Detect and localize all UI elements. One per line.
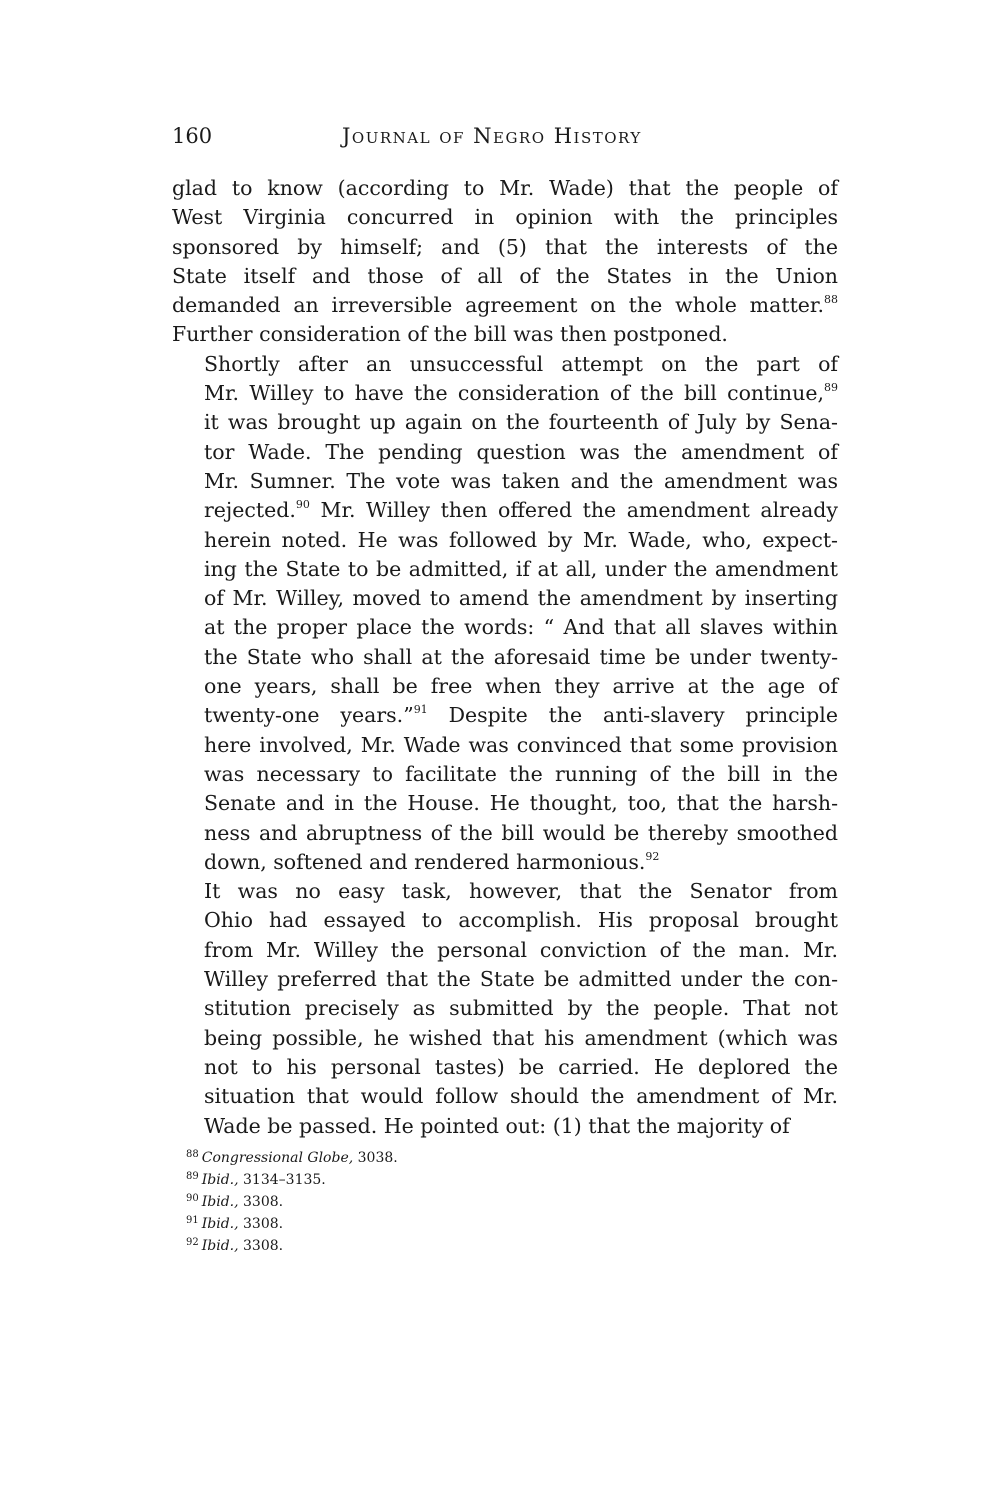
footnote-pages: 3038. xyxy=(353,1149,398,1166)
body-text xyxy=(172,174,838,1141)
text-line: down, softened and rendered harmonious.$^{92}$ xyxy=(204,849,660,874)
paragraph xyxy=(172,174,838,350)
text-line: twenty-one years.”$^{91}$ Despite the anti-slavery principle xyxy=(204,703,838,728)
footnote-ref: 91 xyxy=(413,703,428,717)
text-line: Shortly after an unsuccessful attempt on the part of xyxy=(204,351,838,376)
footnote-number: 88 xyxy=(186,1148,199,1160)
text-line: Willey preferred that the State be admitted under the con- xyxy=(204,967,838,992)
paragraph xyxy=(172,877,838,1141)
paragraph xyxy=(172,350,838,877)
footnote xyxy=(186,1147,838,1169)
text-line: being possible, he wished that his amendment (which was xyxy=(204,1025,838,1050)
text-line: ing the State to be admitted, if at all, under the amendment xyxy=(204,556,838,581)
running-title: Journal of Negro History xyxy=(342,124,642,148)
footnote-ref: 89 xyxy=(824,381,838,395)
text-line: herein noted. He was followed by Mr. Wade, who, expect- xyxy=(204,527,838,552)
footnote xyxy=(186,1213,838,1235)
text-line: Ohio had essayed to accomplish. His proposal brought xyxy=(204,908,838,933)
text-line: It was no easy task, however, that the Senator from xyxy=(204,879,838,904)
text-line: Senate and in the House. He thought, too, that the harsh- xyxy=(204,791,838,816)
footnote-ref: 92 xyxy=(645,849,660,863)
text-line: not to his personal tastes) be carried. He deplored the xyxy=(204,1054,838,1079)
text-line: West Virginia concurred in opinion with the principles xyxy=(172,205,838,230)
text-line: it was brought up again on the fourteenth of July by Sena- xyxy=(204,410,838,435)
text-line: ness and abruptness of the bill would be thereby smoothed xyxy=(204,820,838,845)
footnote-number: 89 xyxy=(186,1170,199,1182)
footnote-source: Ibid., xyxy=(201,1215,239,1232)
footnote-number: 91 xyxy=(186,1214,199,1226)
footnotes xyxy=(172,1147,838,1257)
text-line: Mr. Willey to have the consideration of the bill continue,$^{89}$ xyxy=(204,381,838,406)
text-line: here involved, Mr. Wade was convinced that some provision xyxy=(204,732,838,757)
text-line: State itself and those of all of the States in the Union xyxy=(172,263,838,288)
text-line: stitution precisely as submitted by the people. That not xyxy=(204,996,838,1021)
footnote-ref: 88 xyxy=(824,293,838,307)
text-line: Wade be passed. He pointed out: (1) that the majority of xyxy=(204,1113,790,1138)
footnote-number: 90 xyxy=(186,1192,199,1204)
footnote-source: Ibid., xyxy=(201,1193,239,1210)
text-line: of Mr. Willey, moved to amend the amendment by inserting xyxy=(204,586,838,611)
text-line: demanded an irreversible agreement on the whole matter.$^{88}$ xyxy=(172,293,838,318)
text-line: Further consideration of the bill was then postponed. xyxy=(172,322,728,347)
text-line: glad to know (according to Mr. Wade) that the people of xyxy=(172,176,838,200)
footnote-pages: 3308. xyxy=(238,1193,284,1210)
text-line: sponsored by himself; and (5) that the interests of the xyxy=(172,234,838,259)
footnote-pages: 3308. xyxy=(238,1237,284,1254)
footnote-pages: 3134–3135. xyxy=(238,1171,326,1188)
text-line: at the proper place the words: “ And that all slaves within xyxy=(204,615,838,640)
footnote xyxy=(186,1191,838,1213)
footnote-source: Congressional Globe, xyxy=(201,1149,354,1166)
text-line: one years, shall be free when they arrive at the age of xyxy=(204,674,838,699)
text-line: situation that would follow should the amendment of Mr. xyxy=(204,1084,838,1109)
page-header xyxy=(172,118,838,158)
text-line: rejected.$^{90}$ Mr. Willey then offered the amendment already xyxy=(204,498,838,523)
footnote xyxy=(186,1235,838,1257)
text-line: was necessary to facilitate the running of the bill in the xyxy=(204,761,838,786)
footnote-number: 92 xyxy=(186,1236,199,1248)
footnote-pages: 3308. xyxy=(238,1215,284,1232)
footnote-source: Ibid., xyxy=(201,1237,239,1254)
footnote-source: Ibid., xyxy=(201,1171,239,1188)
footnote xyxy=(186,1169,838,1191)
text-line: tor Wade. The pending question was the amendment of xyxy=(204,439,838,464)
text-line: from Mr. Willey the personal conviction of the man. Mr. xyxy=(204,937,838,962)
footnote-ref: 90 xyxy=(295,498,310,512)
text-line: the State who shall at the aforesaid time be under twenty- xyxy=(204,644,838,669)
page-number: 160 xyxy=(172,124,213,148)
text-line: Mr. Sumner. The vote was taken and the amendment was xyxy=(204,468,838,493)
journal-page xyxy=(172,118,838,1257)
